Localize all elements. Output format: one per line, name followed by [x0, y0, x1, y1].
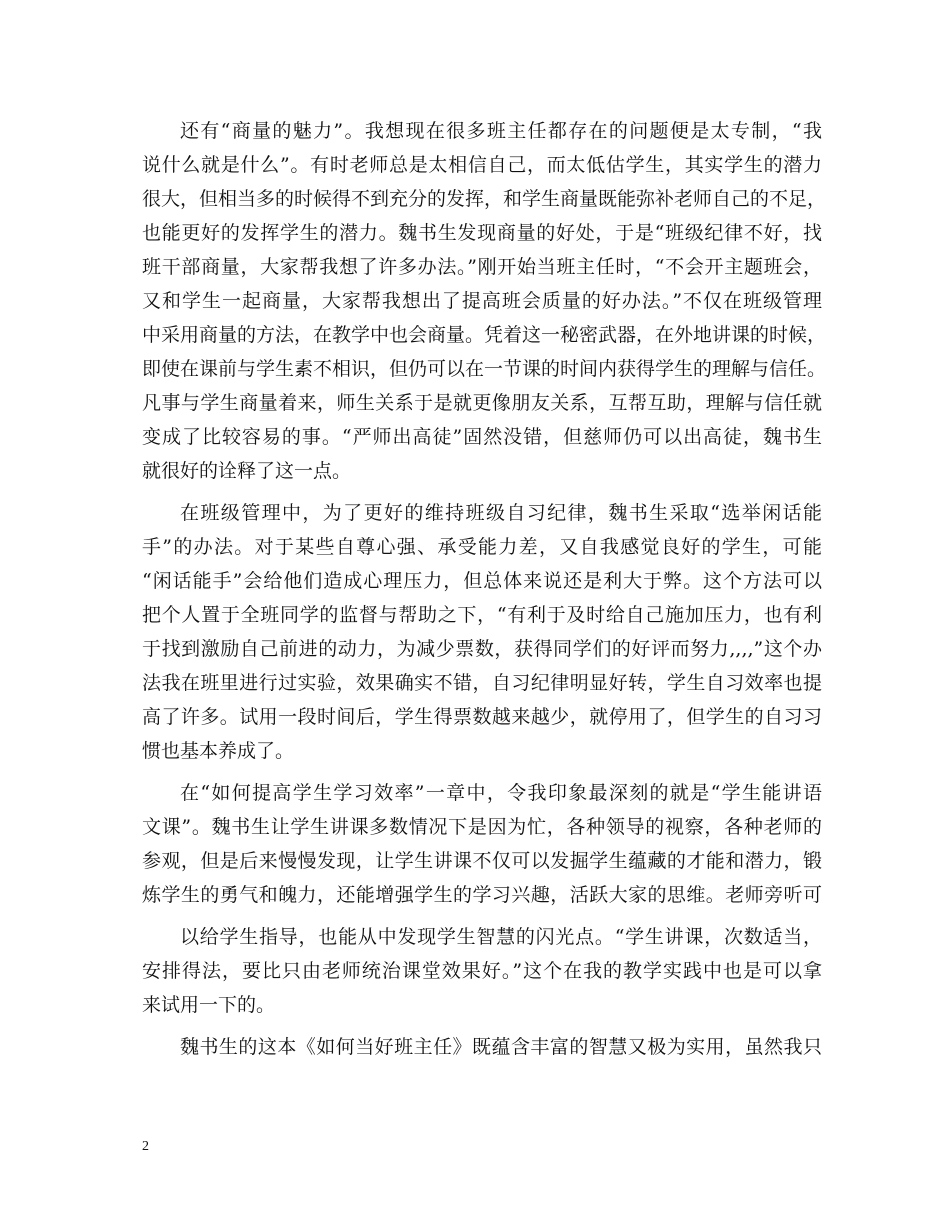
- text-line: 手”的办法。对于某些自尊心强、承受能力差，又自我感觉良好的学生，可能: [142, 536, 822, 558]
- text-line: 炼学生的勇气和魄力，还能增强学生的学习兴趣，活跃大家的思维。老师旁听可: [142, 884, 822, 906]
- text-line: 以给学生指导，也能从中发现学生智慧的闪光点。“学生讲课，次数适当，: [180, 926, 822, 948]
- text-line: 还有“商量的魅力”。我想现在很多班主任都存在的问题便是太专制，“我: [180, 120, 822, 142]
- text-line: 安排得法，要比只由老师统治课堂效果好。”这个在我的教学实践中也是可以拿: [142, 960, 822, 982]
- text-line: 在“如何提高学生学习效率”一章中，令我印象最深刻的就是“学生能讲语: [180, 782, 822, 804]
- text-line: “闲话能手”会给他们造成心理压力，但总体来说还是利大于弊。这个方法可以: [142, 570, 822, 592]
- page-number: 2: [142, 1139, 149, 1154]
- text-line: 文课”。魏书生让学生讲课多数情况下是因为忙，各种领导的视察，各种老师的: [142, 816, 822, 838]
- text-line: 惯也基本养成了。: [142, 740, 295, 762]
- text-line: 凡事与学生商量着来，师生关系于是就更像朋友关系，互帮互助，理解与信任就: [142, 392, 822, 414]
- text-line: 来试用一下的。: [142, 994, 276, 1016]
- text-line: 法我在班里进行过实验，效果确实不错，自习纪律明显好转，学生自习效率也提: [142, 672, 822, 694]
- text-line: 即使在课前与学生素不相识，但仍可以在一节课的时间内获得学生的理解与信任。: [142, 358, 827, 380]
- text-line: 在班级管理中，为了更好的维持班级自习纪律，魏书生采取“选举闲话能: [180, 502, 822, 524]
- text-line: 参观，但是后来慢慢发现，让学生讲课不仅可以发掘学生蕴藏的才能和潜力，锻: [142, 850, 822, 872]
- text-line: 中采用商量的方法，在教学中也会商量。凭着这一秘密武器，在外地讲课的时候，: [142, 324, 827, 346]
- text-line: 很大，但相当多的时候得不到充分的发挥，和学生商量既能弥补老师自己的不足，: [142, 188, 827, 210]
- text-line: 说什么就是什么”。有时老师总是太相信自己，而太低估学生，其实学生的潜力: [142, 154, 822, 176]
- text-line: 于找到激励自己前进的动力，为减少票数，获得同学们的好评而努力,,,,”这个办: [142, 638, 822, 660]
- text-line: 又和学生一起商量，大家帮我想出了提高班会质量的好办法。”不仅在班级管理: [142, 290, 822, 312]
- text-line: 把个人置于全班同学的监督与帮助之下，“有利于及时给自己施加压力，也有利: [142, 604, 822, 626]
- text-line: 也能更好的发挥学生的潜力。魏书生发现商量的好处，于是“班级纪律不好，找: [142, 222, 822, 244]
- text-line: 变成了比较容易的事。“严师出高徒”固然没错，但慈师仍可以出高徒，魏书生: [142, 426, 822, 448]
- text-line: 高了许多。试用一段时间后，学生得票数越来越少，就停用了，但学生的自习习: [142, 706, 822, 728]
- text-line: 班干部商量，大家帮我想了许多办法。”刚开始当班主任时，“不会开主题班会，: [142, 256, 822, 278]
- text-line: 就很好的诠释了这一点。: [142, 460, 352, 482]
- text-line: 魏书生的这本《如何当好班主任》既蕴含丰富的智慧又极为实用，虽然我只: [180, 1036, 822, 1058]
